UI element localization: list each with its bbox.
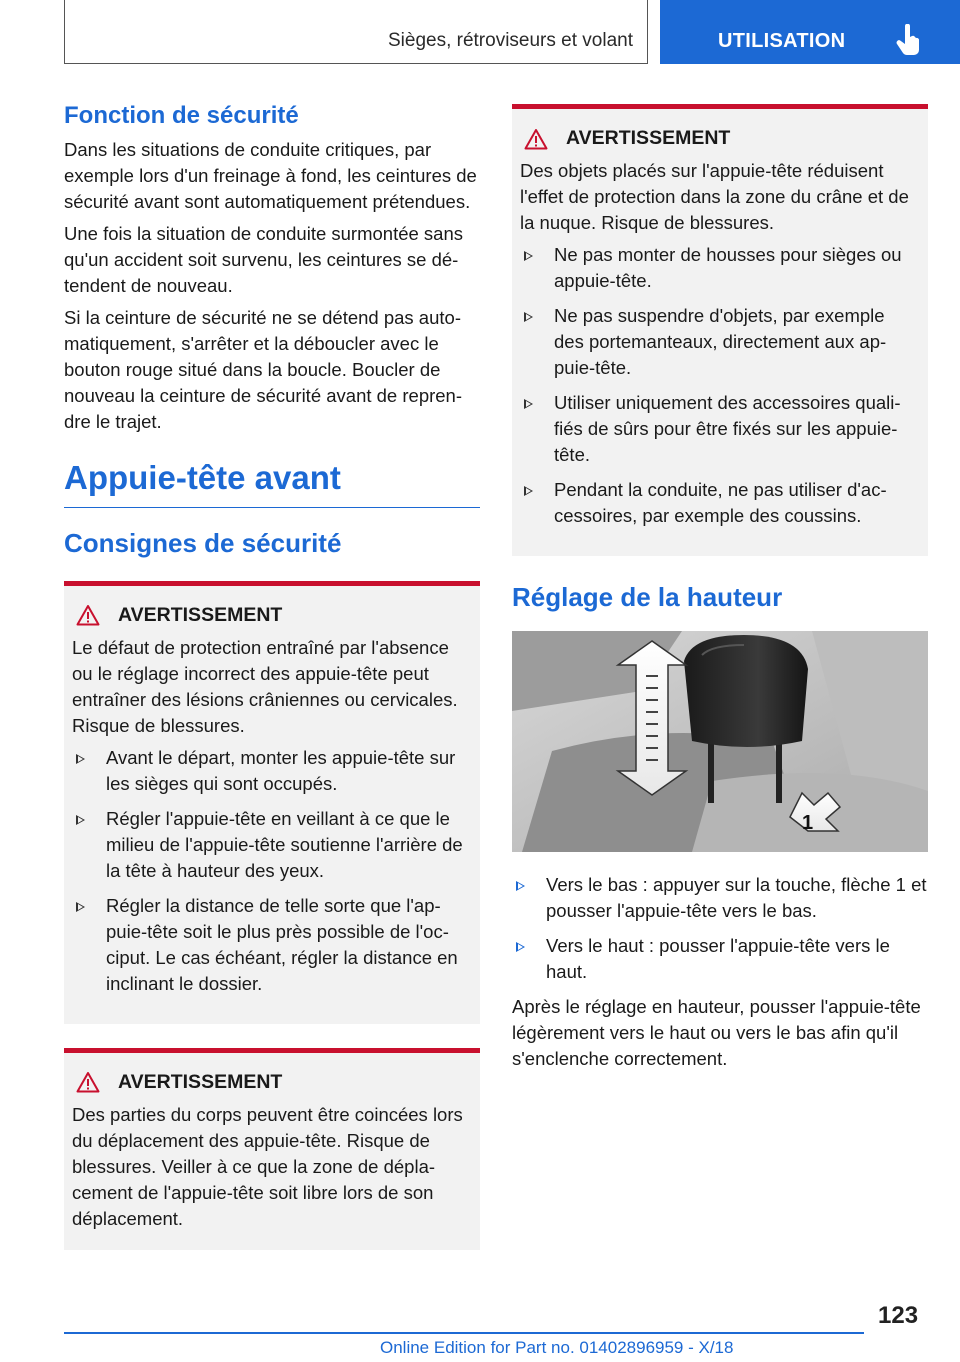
main-heading: Appuie-tête avant (64, 459, 480, 508)
warning-title-text: AVERTISSEMENT (118, 603, 283, 626)
paragraph: Une fois la situation de conduite surmontée sans qu'un accident soit survenu, les ceintures se détendent de nouveau. (64, 222, 464, 296)
sub-heading: Consignes de sécurité (64, 527, 342, 558)
chapter-tab-label: UTILISATION (718, 30, 846, 52)
warning-text: Des objets placés sur l'appuie-tête réduisent l'effet de protection dans la zone du crâne et de la nuque. Risque de blessures. (520, 160, 909, 233)
list-item: Ne pas suspendre d'objets, par exemple des portemanteaux, directement aux appuie-tête. (554, 303, 918, 381)
warning-triangle-icon (76, 604, 100, 626)
warning-title (72, 1071, 470, 1094)
list-item: Régler l'appuie-tête en veillant à ce que le milieu de l'appuie-tête soutienne l'arrière de la tête à hauteur des yeux. (106, 806, 470, 884)
page-number: 123 (878, 1302, 919, 1329)
list-item: Utiliser uniquement des accessoires qualifiés de sûrs pour être fixés sur les appuie-tête. (554, 390, 918, 468)
warning-title-text: AVERTISSEMENT (566, 127, 731, 149)
warning-triangle-icon (76, 1071, 100, 1093)
warning-text: Le défaut de protection entraîné par l'absence ou le réglage incorrect des appuie-tête peut entraîner des lésions crâniennes ou cervicales. Risque de blessures. (72, 636, 458, 736)
list-item: Ne pas monter de housses pour sièges ou appuie-tête. (554, 242, 918, 294)
height-adjust-heading: Réglage de la hauteur (512, 582, 783, 612)
warning-box (64, 1048, 480, 1250)
steps-list (512, 872, 928, 985)
footer-divider (64, 1332, 864, 1334)
paragraph: Si la ceinture de sécurité ne se détend pas automatiquement, s'arrêter et la déboucler avec le bouton rouge situé dans la boucle. Boucler de nouveau la ceinture de sécurité avant de reprendre le trajet. (64, 306, 463, 432)
warning-title (72, 604, 470, 627)
hand-pointer-icon (896, 24, 922, 56)
list-item: Avant le départ, monter les appuie-tête sur les sièges qui sont occupés. (106, 745, 470, 797)
security-function-heading: Fonction de sécurité (64, 102, 299, 129)
warning-box (64, 581, 480, 1024)
warning-box (512, 104, 928, 556)
edition-text: Online Edition for Part no. 01402896959 - X/18 (380, 1338, 734, 1357)
right-column (512, 104, 928, 1078)
warning-triangle-icon (524, 128, 548, 150)
warning-title (520, 127, 918, 150)
header-section-box (64, 0, 648, 64)
left-column (64, 102, 480, 1250)
warning-text: Des parties du corps peuvent être coincées lors du déplacement des appuie-tête. Risque de blessures. Veiller à ce que la zone de déplacement de l'appuie-tête soit libre lors de son déplacement. (72, 1103, 463, 1229)
paragraph: Dans les situations de conduite critiques, par exemple lors d'un freinage à fond, les ceintures de sécurité avant sont automatiquement prétendues. (64, 138, 477, 212)
list-item: Pendant la conduite, ne pas utiliser d'accessoires, par exemple des coussins. (554, 477, 918, 529)
closing-paragraph: Après le réglage en hauteur, pousser l'appuie-tête légèrement vers le haut ou vers le bas afin qu'il s'enclenche correctement. (512, 996, 921, 1069)
section-title: Sièges, rétroviseurs et volant (387, 30, 633, 51)
warning-bullet-list (72, 745, 470, 997)
arrow-label: 1 (802, 812, 814, 834)
warning-title-text: AVERTISSEMENT (118, 1070, 283, 1093)
headrest-photo (512, 631, 928, 852)
warning-bullet-list (520, 242, 918, 529)
list-item: Vers le bas : appuyer sur la touche, flèche 1 et pousser l'appuie-tête vers le bas. (546, 872, 928, 924)
list-item: Régler la distance de telle sorte que l'appuie-tête soit le plus près possible de l'occiput. Le cas échéant, régler la distance en inclinant le dossier. (106, 893, 470, 997)
chapter-tab[interactable] (660, 0, 960, 64)
list-item: Vers le haut : pousser l'appuie-tête vers le haut. (546, 933, 928, 985)
